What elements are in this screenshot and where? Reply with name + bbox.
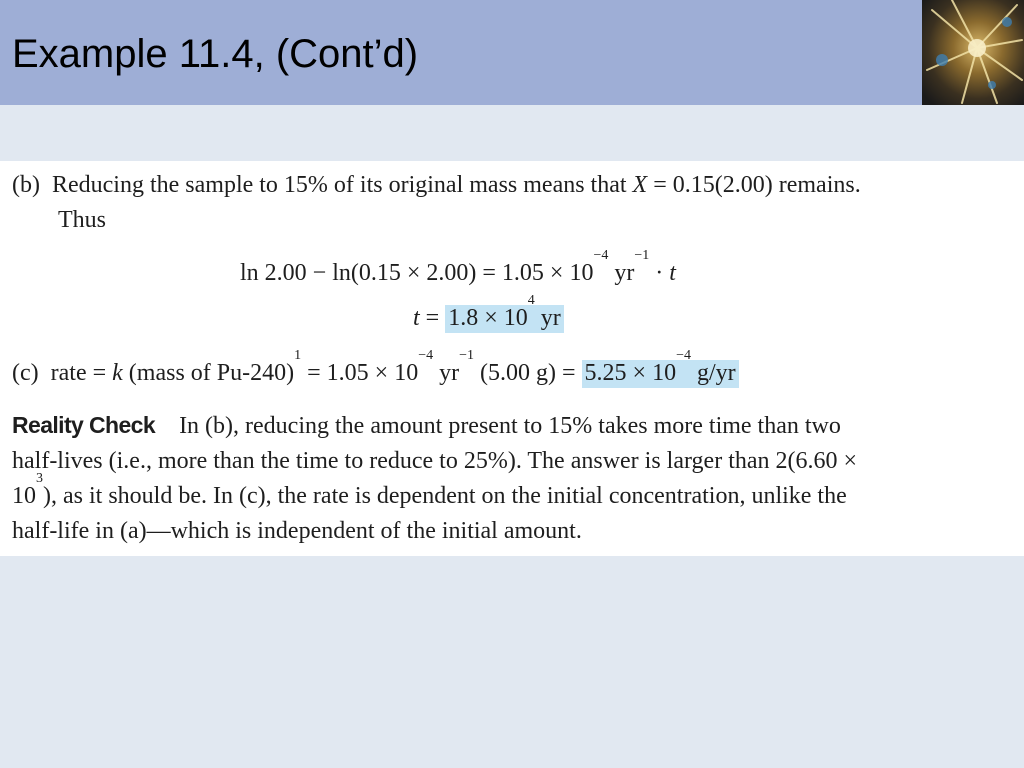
part-b-text: Reducing the sample to 15% of its original mass means that <box>51 172 633 198</box>
reality-check-text: In (b), reducing the amount present to 15% takes more time than two <box>179 413 841 439</box>
variable-t: t <box>413 305 420 331</box>
answer-c-unit: g/yr <box>691 360 736 386</box>
answer-b-unit: yr <box>534 305 561 331</box>
equation-2-equals: = <box>419 305 446 331</box>
answer-b-highlight <box>445 293 564 333</box>
equation-1-dot: · <box>649 260 670 286</box>
part-c-label: (c) <box>12 360 39 386</box>
equation-1-text: ln 2.00 − ln(0.15 × 2.00) = 1.05 × 10 <box>240 260 594 286</box>
reality-check-text: 10 <box>12 483 36 509</box>
reality-check-line-1 <box>12 411 841 440</box>
answer-c-highlight <box>582 348 739 388</box>
textbook-excerpt <box>0 161 1024 556</box>
variable-k: k <box>112 360 123 386</box>
part-c-exponent: −4 <box>418 348 434 363</box>
equation-2 <box>413 293 564 332</box>
part-b-line <box>12 171 861 199</box>
part-c-exponent: 1 <box>294 348 302 363</box>
reality-check-line-3 <box>12 471 847 510</box>
answer-b-value: 1.8 × 10 <box>448 305 528 331</box>
part-c-text: = 1.05 × 10 <box>301 360 419 386</box>
variable-t: t <box>669 260 676 286</box>
answer-c-exponent: −4 <box>676 348 691 363</box>
part-c-text: (5.00 g) = <box>474 360 582 386</box>
part-b-thus: Thus <box>58 207 106 233</box>
variable-x: X <box>632 172 648 198</box>
equation-1-exponent: −4 <box>593 248 609 263</box>
part-c-text: rate = <box>50 360 113 386</box>
reality-check-line-2: half-lives (i.e., more than the time to reduce to 25%). The answer is larger than 2(6.60 × <box>12 448 858 474</box>
part-b-text-end: = 0.15(2.00) remains. <box>647 172 861 198</box>
reality-check-line-4: half-life in (a)—which is independent of the initial amount. <box>12 518 582 544</box>
equation-1-unit-exponent: −1 <box>634 248 650 263</box>
part-b-label: (b) <box>12 172 40 198</box>
part-c-exponent: −1 <box>459 348 475 363</box>
corner-photo-image <box>922 0 1024 105</box>
reality-check-text: ), as it should be. In (c), the rate is dependent on the initial concentration, unlike the <box>43 483 847 509</box>
slide-title: Example 11.4, (Cont’d) <box>12 32 419 76</box>
part-c-text: (mass of Pu-240) <box>122 360 295 386</box>
answer-b-exponent: 4 <box>527 293 535 308</box>
part-c-line <box>12 348 739 387</box>
equation-1-unit: yr <box>608 260 635 286</box>
equation-1 <box>240 248 676 287</box>
title-bar <box>0 0 922 105</box>
answer-c-value: 5.25 × 10 <box>584 360 677 386</box>
reality-check-label: Reality Check <box>12 412 156 438</box>
crystal-burst-image <box>922 0 1024 105</box>
reality-check-exponent: 3 <box>36 471 43 486</box>
part-c-text: yr <box>433 360 460 386</box>
